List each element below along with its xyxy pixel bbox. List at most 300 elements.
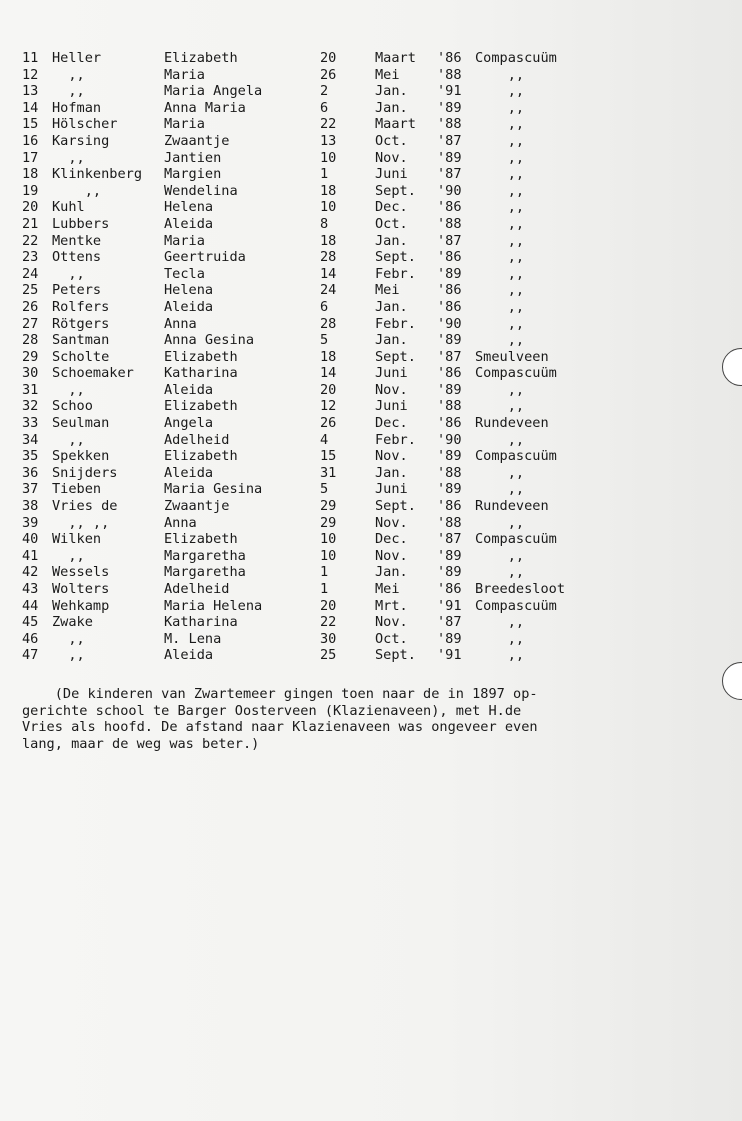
first-name: Anna <box>164 315 197 332</box>
table-row <box>22 481 682 498</box>
birth-place: Rundeveen <box>475 498 549 515</box>
surname: Schoemaker <box>52 365 134 382</box>
first-name: Maria Angela <box>164 83 263 100</box>
table-row <box>22 515 682 532</box>
birth-month: Juni <box>375 481 408 498</box>
row-number: 26 <box>22 298 39 315</box>
first-name: Elizabeth <box>164 50 238 66</box>
birth-day: 18 <box>320 232 337 249</box>
birth-month: Oct. <box>375 132 408 149</box>
table-row <box>22 531 682 548</box>
birth-place: ,, <box>475 630 525 647</box>
birth-month: Sept. <box>375 647 416 664</box>
surname: ,, <box>52 647 85 664</box>
first-name: Katharina <box>164 614 238 631</box>
surname: ,, <box>52 265 85 282</box>
surname: ,, <box>52 66 85 83</box>
note-line: lang, maar de weg was beter.) <box>22 735 260 752</box>
birth-year: '86 <box>437 199 462 216</box>
table-row <box>22 432 682 449</box>
birth-year: '89 <box>437 547 462 564</box>
row-number: 27 <box>22 315 39 332</box>
first-name: Angela <box>164 415 214 432</box>
birth-month: Maart <box>375 116 416 133</box>
birth-day: 13 <box>320 132 337 149</box>
row-number: 18 <box>22 166 39 183</box>
birth-year: '90 <box>437 315 462 332</box>
row-number: 16 <box>22 132 39 149</box>
first-name: Maria Helena <box>164 597 263 614</box>
birth-month: Jan. <box>375 332 408 349</box>
birth-place: ,, <box>475 149 525 166</box>
birth-day: 20 <box>320 597 337 614</box>
surname: Wilken <box>52 531 102 548</box>
first-name: Zwaantje <box>164 498 230 515</box>
row-number: 43 <box>22 581 39 597</box>
row-number: 21 <box>22 215 39 232</box>
surname: Vries de <box>52 498 118 515</box>
birth-day: 14 <box>320 265 337 282</box>
birth-year: '91 <box>437 597 462 614</box>
first-name: Maria Gesina <box>164 481 263 498</box>
surname: Tieben <box>52 481 102 498</box>
row-number: 13 <box>22 83 39 100</box>
birth-day: 29 <box>320 514 337 531</box>
birth-day: 2 <box>320 83 329 100</box>
surname: Hölscher <box>52 116 118 133</box>
table-row <box>22 100 682 117</box>
row-number: 23 <box>22 249 39 266</box>
birth-place: ,, <box>475 249 525 266</box>
first-name: Adelheid <box>164 431 230 448</box>
table-row <box>22 83 682 100</box>
surname: Santman <box>52 332 110 349</box>
birth-place: ,, <box>475 199 525 216</box>
table-row <box>22 382 682 399</box>
birth-month: Sept. <box>375 249 416 266</box>
first-name: Anna <box>164 514 197 531</box>
row-number: 32 <box>22 398 39 415</box>
first-name: Aleida <box>164 464 214 481</box>
birth-month: Nov. <box>375 614 408 631</box>
birth-month: Sept. <box>375 498 416 515</box>
row-number: 17 <box>22 149 39 166</box>
surname: Heller <box>52 50 102 66</box>
first-name: Margien <box>164 166 222 183</box>
first-name: Elizabeth <box>164 531 238 548</box>
birth-day: 5 <box>320 332 329 349</box>
birth-day: 1 <box>320 166 329 183</box>
first-name: Margaretha <box>164 547 246 564</box>
table-row <box>22 282 682 299</box>
birth-year: '90 <box>437 182 462 199</box>
birth-month: Mei <box>375 282 400 299</box>
birth-day: 12 <box>320 398 337 415</box>
row-number: 33 <box>22 415 39 432</box>
first-name: Helena <box>164 199 214 216</box>
birth-month: Jan. <box>375 464 408 481</box>
row-number: 15 <box>22 116 39 133</box>
birth-place: ,, <box>475 166 525 183</box>
table-row <box>22 332 682 349</box>
birth-day: 29 <box>320 498 337 515</box>
birth-day: 10 <box>320 199 337 216</box>
birth-place: ,, <box>475 282 525 299</box>
birth-place: Rundeveen <box>475 415 549 432</box>
birth-month: Oct. <box>375 215 408 232</box>
row-number: 28 <box>22 332 39 349</box>
birth-place: ,, <box>475 464 525 481</box>
surname: Wehkamp <box>52 597 110 614</box>
row-number: 14 <box>22 99 39 116</box>
row-number: 31 <box>22 381 39 398</box>
birth-year: '86 <box>437 50 462 66</box>
surname: Klinkenberg <box>52 166 143 183</box>
birth-place: Smeulveen <box>475 348 549 365</box>
birth-place: ,, <box>475 547 525 564</box>
birth-year: '90 <box>437 431 462 448</box>
birth-year: '87 <box>437 531 462 548</box>
birth-place: ,, <box>475 332 525 349</box>
birth-day: 1 <box>320 564 329 581</box>
row-number: 12 <box>22 66 39 83</box>
birth-day: 14 <box>320 365 337 382</box>
birth-day: 1 <box>320 581 329 597</box>
row-number: 20 <box>22 199 39 216</box>
girls-register-table <box>22 50 682 664</box>
birth-place: ,, <box>475 132 525 149</box>
birth-month: Oct. <box>375 630 408 647</box>
first-name: Helena <box>164 282 214 299</box>
birth-month: Juni <box>375 398 408 415</box>
row-number: 39 <box>22 514 39 531</box>
note-line: Vries als hoofd. De afstand naar Klazienaveen was ongeveer even <box>22 719 538 736</box>
first-name: Tecla <box>164 265 205 282</box>
birth-day: 18 <box>320 348 337 365</box>
first-name: Maria <box>164 232 205 249</box>
first-name: Aleida <box>164 647 214 664</box>
table-row <box>22 67 682 84</box>
table-row <box>22 216 682 233</box>
row-number: 24 <box>22 265 39 282</box>
table-row <box>22 448 682 465</box>
birth-year: '89 <box>437 149 462 166</box>
surname: ,, <box>52 547 85 564</box>
birth-day: 20 <box>320 381 337 398</box>
table-row <box>22 647 682 664</box>
birth-year: '89 <box>437 564 462 581</box>
surname: Seulman <box>52 415 110 432</box>
birth-year: '87 <box>437 232 462 249</box>
birth-month: Mei <box>375 581 400 597</box>
birth-year: '88 <box>437 464 462 481</box>
table-row <box>22 150 682 167</box>
row-number: 25 <box>22 282 39 299</box>
birth-place: ,, <box>475 66 525 83</box>
surname: Snijders <box>52 464 118 481</box>
birth-day: 6 <box>320 99 329 116</box>
first-name: Zwaantje <box>164 132 230 149</box>
birth-year: '86 <box>437 282 462 299</box>
birth-year: '89 <box>437 448 462 465</box>
birth-month: Jan. <box>375 232 408 249</box>
binder-hole-icon <box>722 348 742 386</box>
birth-place: ,, <box>475 564 525 581</box>
birth-place: ,, <box>475 431 525 448</box>
first-name: Aleida <box>164 215 214 232</box>
birth-place: Compascuüm <box>475 531 557 548</box>
surname: Lubbers <box>52 215 110 232</box>
birth-place: ,, <box>475 215 525 232</box>
birth-place: Breedesloot <box>475 581 566 597</box>
birth-month: Sept. <box>375 348 416 365</box>
birth-year: '88 <box>437 398 462 415</box>
birth-month: Nov. <box>375 448 408 465</box>
birth-place: Compascuüm <box>475 448 557 465</box>
birth-day: 18 <box>320 182 337 199</box>
birth-place: Compascuüm <box>475 597 557 614</box>
birth-month: Jan. <box>375 298 408 315</box>
table-row <box>22 116 682 133</box>
first-name: Anna Maria <box>164 99 246 116</box>
table-row <box>22 166 682 183</box>
surname: Peters <box>52 282 102 299</box>
surname: ,, ,, <box>52 514 110 531</box>
birth-day: 10 <box>320 149 337 166</box>
table-row <box>22 415 682 432</box>
table-row <box>22 316 682 333</box>
surname: ,, <box>52 83 85 100</box>
birth-month: Maart <box>375 50 416 66</box>
surname: Karsing <box>52 132 110 149</box>
birth-place: ,, <box>475 182 525 199</box>
birth-year: '91 <box>437 647 462 664</box>
birth-day: 15 <box>320 448 337 465</box>
birth-month: Dec. <box>375 531 408 548</box>
birth-day: 10 <box>320 531 337 548</box>
first-name: Wendelina <box>164 182 238 199</box>
table-row <box>22 199 682 216</box>
surname: ,, <box>52 431 85 448</box>
table-row <box>22 614 682 631</box>
birth-day: 20 <box>320 50 337 66</box>
birth-place: Compascuüm <box>475 365 557 382</box>
table-row <box>22 299 682 316</box>
note-line: gerichte school te Barger Oosterveen (Klazienaveen), met H.de <box>22 702 522 719</box>
birth-year: '86 <box>437 298 462 315</box>
table-row <box>22 233 682 250</box>
table-row <box>22 498 682 515</box>
table-row <box>22 183 682 200</box>
first-name: Maria <box>164 116 205 133</box>
table-row <box>22 631 682 648</box>
birth-day: 10 <box>320 547 337 564</box>
birth-place: ,, <box>475 381 525 398</box>
table-row <box>22 581 682 598</box>
birth-place: ,, <box>475 647 525 664</box>
table-row <box>22 50 682 67</box>
surname: Rötgers <box>52 315 110 332</box>
note-line: (De kinderen van Zwartemeer gingen toen naar de in 1897 op- <box>22 686 538 702</box>
surname: ,, <box>52 381 85 398</box>
surname: Wessels <box>52 564 110 581</box>
table-row <box>22 398 682 415</box>
birth-day: 22 <box>320 116 337 133</box>
birth-year: '88 <box>437 116 462 133</box>
row-number: 44 <box>22 597 39 614</box>
first-name: Elizabeth <box>164 348 238 365</box>
row-number: 34 <box>22 431 39 448</box>
birth-place: ,, <box>475 116 525 133</box>
birth-month: Nov. <box>375 149 408 166</box>
birth-year: '86 <box>437 498 462 515</box>
birth-year: '86 <box>437 581 462 597</box>
birth-place: ,, <box>475 315 525 332</box>
birth-month: Dec. <box>375 415 408 432</box>
table-row <box>22 598 682 615</box>
birth-month: Febr. <box>375 265 416 282</box>
row-number: 36 <box>22 464 39 481</box>
birth-year: '87 <box>437 166 462 183</box>
birth-year: '91 <box>437 83 462 100</box>
surname: Scholte <box>52 348 110 365</box>
surname: Schoo <box>52 398 93 415</box>
surname: ,, <box>52 149 85 166</box>
birth-year: '89 <box>437 99 462 116</box>
first-name: Maria <box>164 66 205 83</box>
first-name: Jantien <box>164 149 222 166</box>
birth-day: 22 <box>320 614 337 631</box>
row-number: 30 <box>22 365 39 382</box>
birth-year: '86 <box>437 249 462 266</box>
birth-day: 8 <box>320 215 329 232</box>
birth-place: ,, <box>475 83 525 100</box>
birth-place: ,, <box>475 614 525 631</box>
surname: ,, <box>52 630 85 647</box>
birth-year: '88 <box>437 215 462 232</box>
birth-year: '89 <box>437 381 462 398</box>
birth-month: Jan. <box>375 564 408 581</box>
birth-month: Mrt. <box>375 597 408 614</box>
birth-day: 28 <box>320 315 337 332</box>
birth-day: 4 <box>320 431 329 448</box>
row-number: 40 <box>22 531 39 548</box>
birth-day: 24 <box>320 282 337 299</box>
birth-month: Jan. <box>375 99 408 116</box>
birth-place: Compascuüm <box>475 50 557 66</box>
surname: Spekken <box>52 448 110 465</box>
binder-hole-icon <box>722 662 742 700</box>
first-name: Elizabeth <box>164 398 238 415</box>
table-row <box>22 548 682 565</box>
surname: Hofman <box>52 99 102 116</box>
surname: ,, <box>52 182 102 199</box>
first-name: Adelheid <box>164 581 230 597</box>
row-number: 38 <box>22 498 39 515</box>
birth-year: '87 <box>437 614 462 631</box>
first-name: M. Lena <box>164 630 222 647</box>
birth-day: 28 <box>320 249 337 266</box>
birth-month: Jan. <box>375 83 408 100</box>
birth-day: 25 <box>320 647 337 664</box>
row-number: 42 <box>22 564 39 581</box>
birth-year: '88 <box>437 66 462 83</box>
birth-month: Dec. <box>375 199 408 216</box>
footnote-paragraph <box>22 686 662 752</box>
birth-day: 6 <box>320 298 329 315</box>
birth-year: '89 <box>437 332 462 349</box>
row-number: 45 <box>22 614 39 631</box>
birth-day: 26 <box>320 415 337 432</box>
row-number: 29 <box>22 348 39 365</box>
birth-year: '87 <box>437 132 462 149</box>
first-name: Anna Gesina <box>164 332 255 349</box>
birth-day: 31 <box>320 464 337 481</box>
birth-year: '89 <box>437 630 462 647</box>
first-name: Margaretha <box>164 564 246 581</box>
birth-month: Nov. <box>375 547 408 564</box>
first-name: Katharina <box>164 365 238 382</box>
birth-month: Febr. <box>375 315 416 332</box>
birth-place: ,, <box>475 99 525 116</box>
table-row <box>22 465 682 482</box>
surname: Zwake <box>52 614 93 631</box>
surname: Wolters <box>52 581 110 597</box>
birth-year: '89 <box>437 481 462 498</box>
table-row <box>22 365 682 382</box>
surname: Mentke <box>52 232 102 249</box>
table-row <box>22 349 682 366</box>
birth-year: '86 <box>437 365 462 382</box>
row-number: 41 <box>22 547 39 564</box>
row-number: 46 <box>22 630 39 647</box>
surname: Kuhl <box>52 199 85 216</box>
surname: Ottens <box>52 249 102 266</box>
birth-year: '87 <box>437 348 462 365</box>
birth-place: ,, <box>475 481 525 498</box>
birth-month: Febr. <box>375 431 416 448</box>
first-name: Aleida <box>164 381 214 398</box>
first-name: Geertruida <box>164 249 246 266</box>
birth-place: ,, <box>475 298 525 315</box>
first-name: Aleida <box>164 298 214 315</box>
birth-month: Nov. <box>375 381 408 398</box>
row-number: 22 <box>22 232 39 249</box>
table-row <box>22 133 682 150</box>
birth-month: Juni <box>375 166 408 183</box>
row-number: 47 <box>22 647 39 664</box>
birth-month: Nov. <box>375 514 408 531</box>
surname: Rolfers <box>52 298 110 315</box>
table-row <box>22 564 682 581</box>
row-number: 35 <box>22 448 39 465</box>
birth-day: 30 <box>320 630 337 647</box>
first-name: Elizabeth <box>164 448 238 465</box>
birth-month: Mei <box>375 66 400 83</box>
birth-month: Juni <box>375 365 408 382</box>
birth-place: ,, <box>475 398 525 415</box>
row-number: 11 <box>22 50 39 66</box>
birth-day: 26 <box>320 66 337 83</box>
row-number: 19 <box>22 182 39 199</box>
birth-day: 5 <box>320 481 329 498</box>
table-row <box>22 249 682 266</box>
birth-place: ,, <box>475 514 525 531</box>
row-number: 37 <box>22 481 39 498</box>
birth-place: ,, <box>475 265 525 282</box>
birth-year: '89 <box>437 265 462 282</box>
birth-place: ,, <box>475 232 525 249</box>
